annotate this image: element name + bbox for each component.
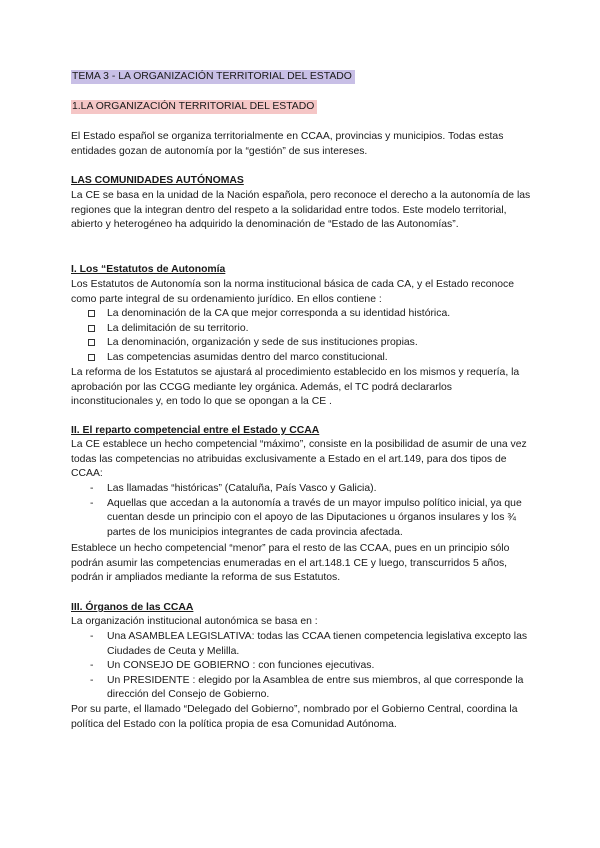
document-title [71, 70, 531, 85]
reparto-heading: II. El reparto competencial entre el Estado y CCAA [71, 425, 320, 436]
reparto-paragraph: La CE establece un hecho competencial “máximo”, consiste en la posibilidad de asumir de una vez todas las competencias no atribuidas exclusivamente a Estado en el art.149, para dos tipos de CCAA: [71, 439, 527, 480]
list-item: - Una ASAMBLEA LEGISLATIVA: todas las CCAA tienen competencia legislativa excepto las Ciudades de Ceuta y Melilla. [71, 630, 531, 659]
comunidades-heading: LAS COMUNIDADES AUTÓNOMAS [71, 175, 244, 186]
organos-paragraph: La organización institucional autonómica se basa en : [71, 616, 318, 627]
estatutos-reforma-paragraph: La reforma de los Estatutos se ajustará al procedimiento establecido en los mismos y requería, la aprobación por las CCGG mediante ley orgánica. Además, el TC podrá declararlos inconstitucionales y, en todo lo que se opongan a la CE . [71, 367, 520, 408]
title-highlight: TEMA 3 - LA ORGANIZACIÓN TERRITORIAL DEL ESTADO [71, 70, 355, 84]
estatutos-paragraph: Los Estatutos de Autonomía son la norma institucional básica de cada CA, y el Estado reconoce como parte integral de su ordenamiento jurídico. En ellos contiene : [71, 279, 515, 305]
list-item: La denominación de la CA que mejor corresponda a su identidad histórica. [71, 307, 531, 322]
list-item: - Aquellas que accedan a la autonomía a través de un mayor impulso político inicial, ya que cuentan desde un principio con el apoyo de las Diputaciones u órganos insulares y los ¾ partes de los municipios integrantes de cada provincia afectada. [71, 497, 531, 541]
estatutos-heading: I. Los “Estatutos de Autonomía [71, 264, 226, 275]
reparto-menor-paragraph: Establece un hecho competencial “menor” para el resto de las CCAA, pues en un principio sólo podrán asumir las competencias enumeradas en el art.148.1 CE y luego, transcurridos 5 años, podrán ir ampliados mediante la reforma de sus Estatutos. [71, 543, 510, 584]
organos-list [71, 630, 531, 703]
organos-heading: III. Órganos de las CCAA [71, 602, 194, 613]
comunidades-paragraph: La CE se basa en la unidad de la Nación española, pero reconoce el derecho a la autonomía de las regiones que la integran dentro del respeto a la solidaridad entre todos. Este modelo territorial, abierto y heterogéneo ha adquirido la denominación de “Estado de las Autonomías”. [71, 190, 531, 231]
list-item: - Un CONSEJO DE GOBIERNO : con funciones ejecutivas. [71, 659, 531, 674]
subtitle-highlight: 1.LA ORGANIZACIÓN TERRITORIAL DEL ESTADO [71, 100, 317, 114]
organos-delegado-paragraph: Por su parte, el llamado “Delegado del Gobierno”, nombrado por el Gobierno Central, coordina la política del Estado con la política propia de esa Comunidad Autónoma. [71, 704, 518, 730]
intro-paragraph: El Estado español se organiza territorialmente en CCAA, provincias y municipios. Todas estas entidades gozan de autonomía por la “gestión” de sus intereses. [71, 131, 504, 157]
list-item: La delimitación de su territorio. [71, 322, 531, 337]
list-item: - Un PRESIDENTE : elegido por la Asamblea de entre sus miembros, al que corresponde la dirección del Consejo de Gobierno. [71, 674, 531, 703]
reparto-list [71, 482, 531, 540]
list-item: - Las llamadas “históricas” (Cataluña, País Vasco y Galicia). [71, 482, 531, 497]
estatutos-list [71, 307, 531, 365]
list-item: Las competencias asumidas dentro del marco constitucional. [71, 351, 531, 366]
section-subtitle [71, 100, 531, 115]
list-item: La denominación, organización y sede de sus instituciones propias. [71, 336, 531, 351]
